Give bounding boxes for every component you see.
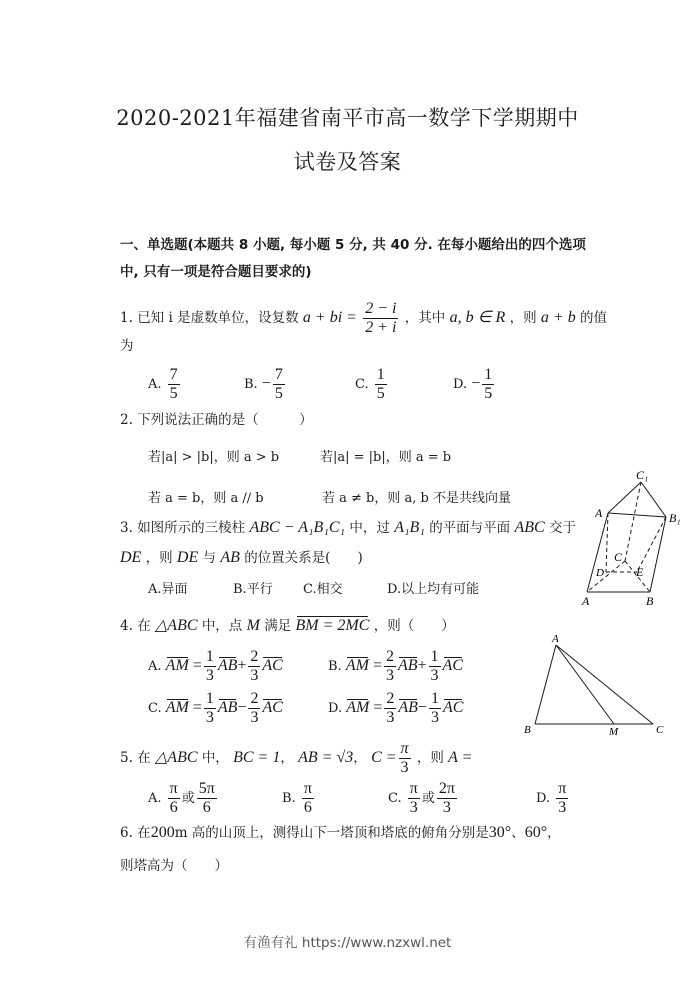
q3-option-c[interactable]: C.相交	[303, 582, 343, 597]
math-expr: a + b	[540, 309, 576, 326]
question-3: 3. 如图所示的三棱柱 ABC − A₁B₁C₁ 中，过 A₁B₁ 的平面与平面 ABC 交于	[120, 519, 576, 536]
fraction: $\frac{2 - i}{2 + i}$	[365, 300, 397, 336]
q5-option-a[interactable]: A. $\frac{\pi}{6}$ 或 $\frac{5\pi}{6}$	[148, 780, 215, 816]
q1-option-b[interactable]: B. − $\frac{7}{5}$	[244, 366, 283, 402]
q5-option-d[interactable]: D. $\frac{\pi}{3}$	[536, 780, 567, 816]
question-6: 6. 在200m 高的山顶上，测得山下一塔顶和塔底的俯角分别是30°、60°，	[120, 824, 561, 841]
question-1-cont: 为	[120, 338, 134, 354]
q5-option-c[interactable]: C. $\frac{\pi}{3}$ 或 $\frac{2\pi}{3}$	[388, 780, 455, 816]
q4-option-a[interactable]: A. AM = $\frac{1}{3}$ AB+ $\frac{2}{3}$ AC	[148, 648, 283, 684]
q3-option-a[interactable]: A.异面	[148, 582, 188, 597]
q3-option-b[interactable]: B.平行	[233, 582, 273, 597]
question-3-cont: DE ，则 DE 与 AB 的位置关系是( )	[120, 549, 363, 566]
q4-option-c[interactable]: C. AM = $\frac{1}{3}$ AB− $\frac{2}{3}$ AC	[148, 690, 283, 726]
q2-option-d[interactable]: 若 a ≠ b，则 a, b 不是共线向量	[322, 491, 511, 506]
svg-text:B: B	[524, 724, 531, 736]
svg-text:A: A	[582, 594, 590, 608]
footer-watermark: 有渔有礼 https://www.nzxwl.net	[243, 935, 452, 951]
svg-text:B₁: B₁	[669, 511, 681, 525]
q3-option-d[interactable]: D.以上均有可能	[387, 582, 480, 597]
question-number: 1.	[120, 310, 133, 326]
triangle-figure	[515, 630, 675, 740]
question-text: 已知 i 是虚数单位，设复数	[137, 310, 299, 326]
svg-text:C: C	[614, 550, 623, 564]
svg-text:A: A	[552, 633, 559, 645]
svg-text:D: D	[596, 567, 604, 579]
math-expr: a, b ∈ R	[449, 309, 506, 326]
question-1: 1. 已知 i 是虚数单位，设复数 a + bi = $\frac{2 - i}{2 + i}$ ，其中 a, b ∈ R ，则 a + b 的值	[120, 300, 607, 336]
svg-text:A: A	[595, 506, 603, 520]
svg-text:C: C	[656, 724, 664, 736]
q1-option-c[interactable]: C. $\frac{1}{5}$	[355, 366, 385, 402]
q5-option-b[interactable]: B. $\frac{\pi}{6}$	[282, 780, 312, 816]
q4-option-d[interactable]: D. AM = $\frac{2}{3}$ AB− $\frac{1}{3}$ AC	[328, 690, 464, 726]
svg-text:E: E	[636, 565, 644, 579]
q2-option-a[interactable]: 若|a| > |b|，则 a > b	[148, 450, 280, 465]
q1-option-a[interactable]: A. $\frac{7}{5}$	[148, 366, 178, 402]
question-6-cont: 则塔高为（ ）	[120, 858, 228, 874]
question-5: 5. 在 △ABC 中， BC = 1， AB = √3， C = $\frac{\pi}{3}$ ，则 A =	[120, 740, 473, 776]
question-2: 2. 下列说法正确的是（ ）	[120, 412, 313, 428]
svg-text:C₁: C₁	[636, 468, 649, 482]
section-heading-line2: 中, 只有一项是符合题目要求的)	[120, 264, 312, 280]
prism-figure	[570, 465, 695, 610]
svg-text:B: B	[646, 594, 654, 608]
document-title-line2: 试卷及答案	[293, 150, 402, 174]
q4-option-b[interactable]: B. AM = $\frac{2}{3}$ AB+ $\frac{1}{3}$ AC	[328, 648, 463, 684]
section-heading-line1: 一、单选题(本题共 8 小题, 每小题 5 分, 共 40 分. 在每小题给出的四个选项	[120, 237, 586, 253]
q2-option-c[interactable]: 若 a = b，则 a // b	[148, 491, 264, 506]
math-expr: a + bi =	[302, 309, 357, 326]
document-title-line1: 2020-2021年福建省南平市高一数学下学期期中	[116, 106, 579, 130]
question-4: 4. 在 △ABC 中，点 M 满足 BM = 2MC ，则（ ）	[120, 617, 455, 634]
q1-option-d[interactable]: D. − $\frac{1}{5}$	[453, 366, 493, 402]
q2-option-b[interactable]: 若|a| = |b|，则 a = b	[320, 450, 452, 465]
svg-text:M: M	[609, 726, 619, 738]
